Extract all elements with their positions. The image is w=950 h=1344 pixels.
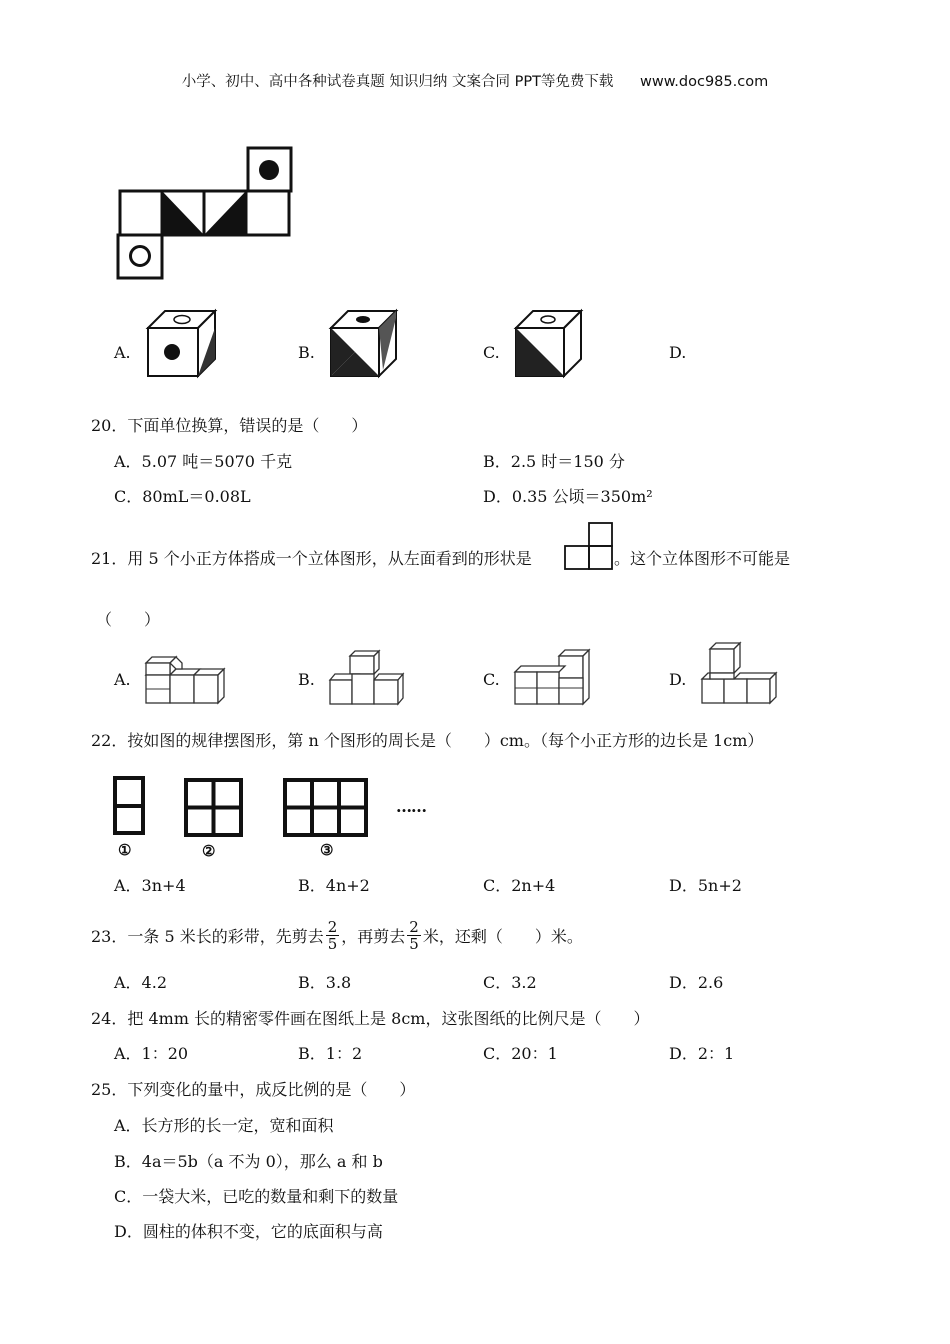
q24-option-b: B．1：2 [298, 1044, 363, 1063]
q19-option-a: A. [114, 343, 131, 362]
q22-pattern-1 [112, 775, 148, 837]
q19-option-d: D. [669, 343, 687, 362]
q23-option-c: C．3.2 [483, 973, 537, 992]
page-header [0, 70, 950, 91]
q23-option-b: B．3.8 [298, 973, 352, 992]
q20-option-d: D．0.35 公顷＝350m² [483, 487, 653, 506]
q23-part1: 23．一条 5 米长的彩带，先剪去 [91, 927, 324, 946]
q21-option-b: B. [298, 670, 315, 689]
q24-option-d: D．2：1 [669, 1044, 735, 1063]
q22-option-c: C．2n+4 [483, 876, 556, 895]
q20-option-a: A．5.07 吨＝5070 千克 [114, 452, 293, 471]
q23-frac1-num: 2 [327, 918, 338, 936]
q19-cube-a [145, 308, 220, 380]
header-text: 小学、初中、高中各种试卷真题 知识归纳 文案合同 PPT等免费下载 [181, 74, 614, 90]
q22-option-b: B．4n+2 [298, 876, 370, 895]
q22-stem: 22．按如图的规律摆图形，第 n 个图形的周长是（ ）cm。（每个小正方形的边长是 1cm） [91, 731, 764, 750]
q23-stem [91, 920, 583, 954]
q23-part2: ，再剪去 [341, 927, 406, 946]
q23-frac1-den: 5 [327, 935, 338, 953]
q20-option-b: B．2.5 时＝150 分 [483, 452, 625, 471]
left-view-figure [564, 522, 614, 570]
q21-option-c: C. [483, 670, 500, 689]
q23-fraction-1 [326, 919, 340, 952]
q21-stem-after: 。这个立体图形不可能是 [614, 549, 791, 568]
q22-pattern-3 [282, 777, 370, 839]
q22-dots: …… [396, 797, 426, 816]
q21-stem-before: 21．用 5 个小正方体搭成一个立体图形，从左面看到的形状是 [91, 549, 532, 568]
q23-fraction-2 [407, 919, 421, 952]
q24-option-c: C．20：1 [483, 1044, 558, 1063]
q24-stem: 24．把 4mm 长的精密零件画在图纸上是 8cm，这张图纸的比例尺是（ ） [91, 1009, 650, 1028]
q25-option-b: B．4a＝5b（a 不为 0），那么 a 和 b [114, 1152, 383, 1171]
header-site: www.doc985.com [640, 74, 769, 90]
q23-part3: 米，还剩（ ）米。 [422, 927, 583, 946]
cube-net-figure [110, 140, 300, 285]
q25-stem: 25．下列变化的量中，成反比例的是（ ） [91, 1080, 416, 1099]
q25-option-d: D．圆柱的体积不变，它的底面积与高 [114, 1222, 383, 1241]
q22-label-3: ③ [320, 841, 334, 859]
q22-option-a: A．3n+4 [114, 876, 186, 895]
q23-option-d: D．2.6 [669, 973, 724, 992]
q19-cube-c [513, 308, 588, 380]
q19-option-c: C. [483, 343, 500, 362]
q25-option-a: A．长方形的长一定，宽和面积 [114, 1116, 334, 1135]
q21-solid-a [144, 647, 229, 709]
q22-option-d: D．5n+2 [669, 876, 742, 895]
q21-solid-d [700, 642, 780, 708]
q25-option-c: C．一袋大米，已吃的数量和剩下的数量 [114, 1187, 399, 1206]
q23-frac2-num: 2 [409, 918, 419, 936]
q24-option-a: A．1：20 [114, 1044, 189, 1063]
q21-option-a: A. [114, 670, 131, 689]
q20-option-c: C．80mL＝0.08L [114, 487, 251, 506]
q22-label-2: ② [202, 842, 216, 860]
q22-pattern-2 [183, 777, 245, 839]
q21-solid-c [513, 648, 593, 708]
q21-blank: （ ） [96, 610, 161, 629]
q20-stem: 20．下面单位换算，错误的是（ ） [91, 416, 368, 435]
q19-option-b: B. [298, 343, 315, 362]
q22-label-1: ① [118, 841, 132, 859]
q21-solid-b [328, 650, 408, 710]
q23-option-a: A．4.2 [114, 973, 168, 992]
q21-option-d: D. [669, 670, 687, 689]
q23-frac2-den: 5 [409, 935, 419, 953]
q19-cube-b [328, 308, 403, 380]
